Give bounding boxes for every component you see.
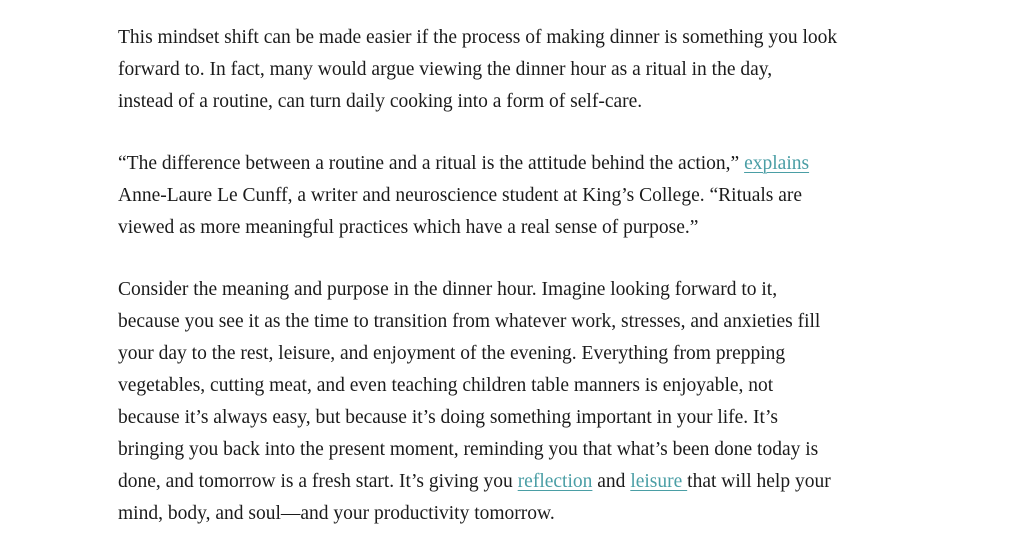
paragraph-mindset: [118, 22, 838, 118]
paragraph-line: This mindset shift can be made easier if the process of making dinner is something you look: [118, 27, 838, 48]
paragraph-line: instead of a routine, can turn daily cooking into a form of self-care.: [118, 91, 643, 112]
paragraph-line: because it’s always easy, but because it’s doing something important in your life. It’s: [118, 407, 778, 428]
line-text: done, and tomorrow is a fresh start. It’s giving you: [118, 471, 518, 492]
line-text: and: [592, 471, 631, 492]
paragraph-line: mind, body, and soul—and your productivity tomorrow.: [118, 503, 555, 524]
paragraph-line: [118, 466, 831, 498]
paragraph-line: Anne-Laure Le Cunff, a writer and neuroscience student at King’s College. “Rituals are: [118, 185, 803, 206]
line-text: that will help your: [687, 471, 831, 492]
paragraph-dinner-hour: [118, 274, 831, 530]
paragraph-line: because you see it as the time to transition from whatever work, stresses, and anxieties fill: [118, 311, 821, 332]
paragraph-line: forward to. In fact, many would argue viewing the dinner hour as a ritual in the day,: [118, 59, 773, 80]
paragraph-line: [118, 148, 818, 180]
paragraph-line: your day to the rest, leisure, and enjoyment of the evening. Everything from prepping: [118, 343, 786, 364]
paragraph-quote: [118, 148, 818, 244]
leisure-link[interactable]: leisure: [630, 471, 688, 492]
paragraph-line: viewed as more meaningful practices which have a real sense of purpose.”: [118, 217, 699, 238]
paragraph-line: Consider the meaning and purpose in the dinner hour. Imagine looking forward to it,: [118, 279, 778, 300]
paragraph-line: vegetables, cutting meat, and even teaching children table manners is enjoyable, not: [118, 375, 774, 396]
quote-text: “The difference between a routine and a ritual is the attitude behind the action,”: [118, 153, 745, 174]
explains-link[interactable]: explains: [744, 153, 810, 174]
article-body: [118, 22, 838, 560]
paragraph-line: bringing you back into the present moment, reminding you that what’s been done today is: [118, 439, 819, 460]
reflection-link[interactable]: reflection: [517, 471, 593, 492]
